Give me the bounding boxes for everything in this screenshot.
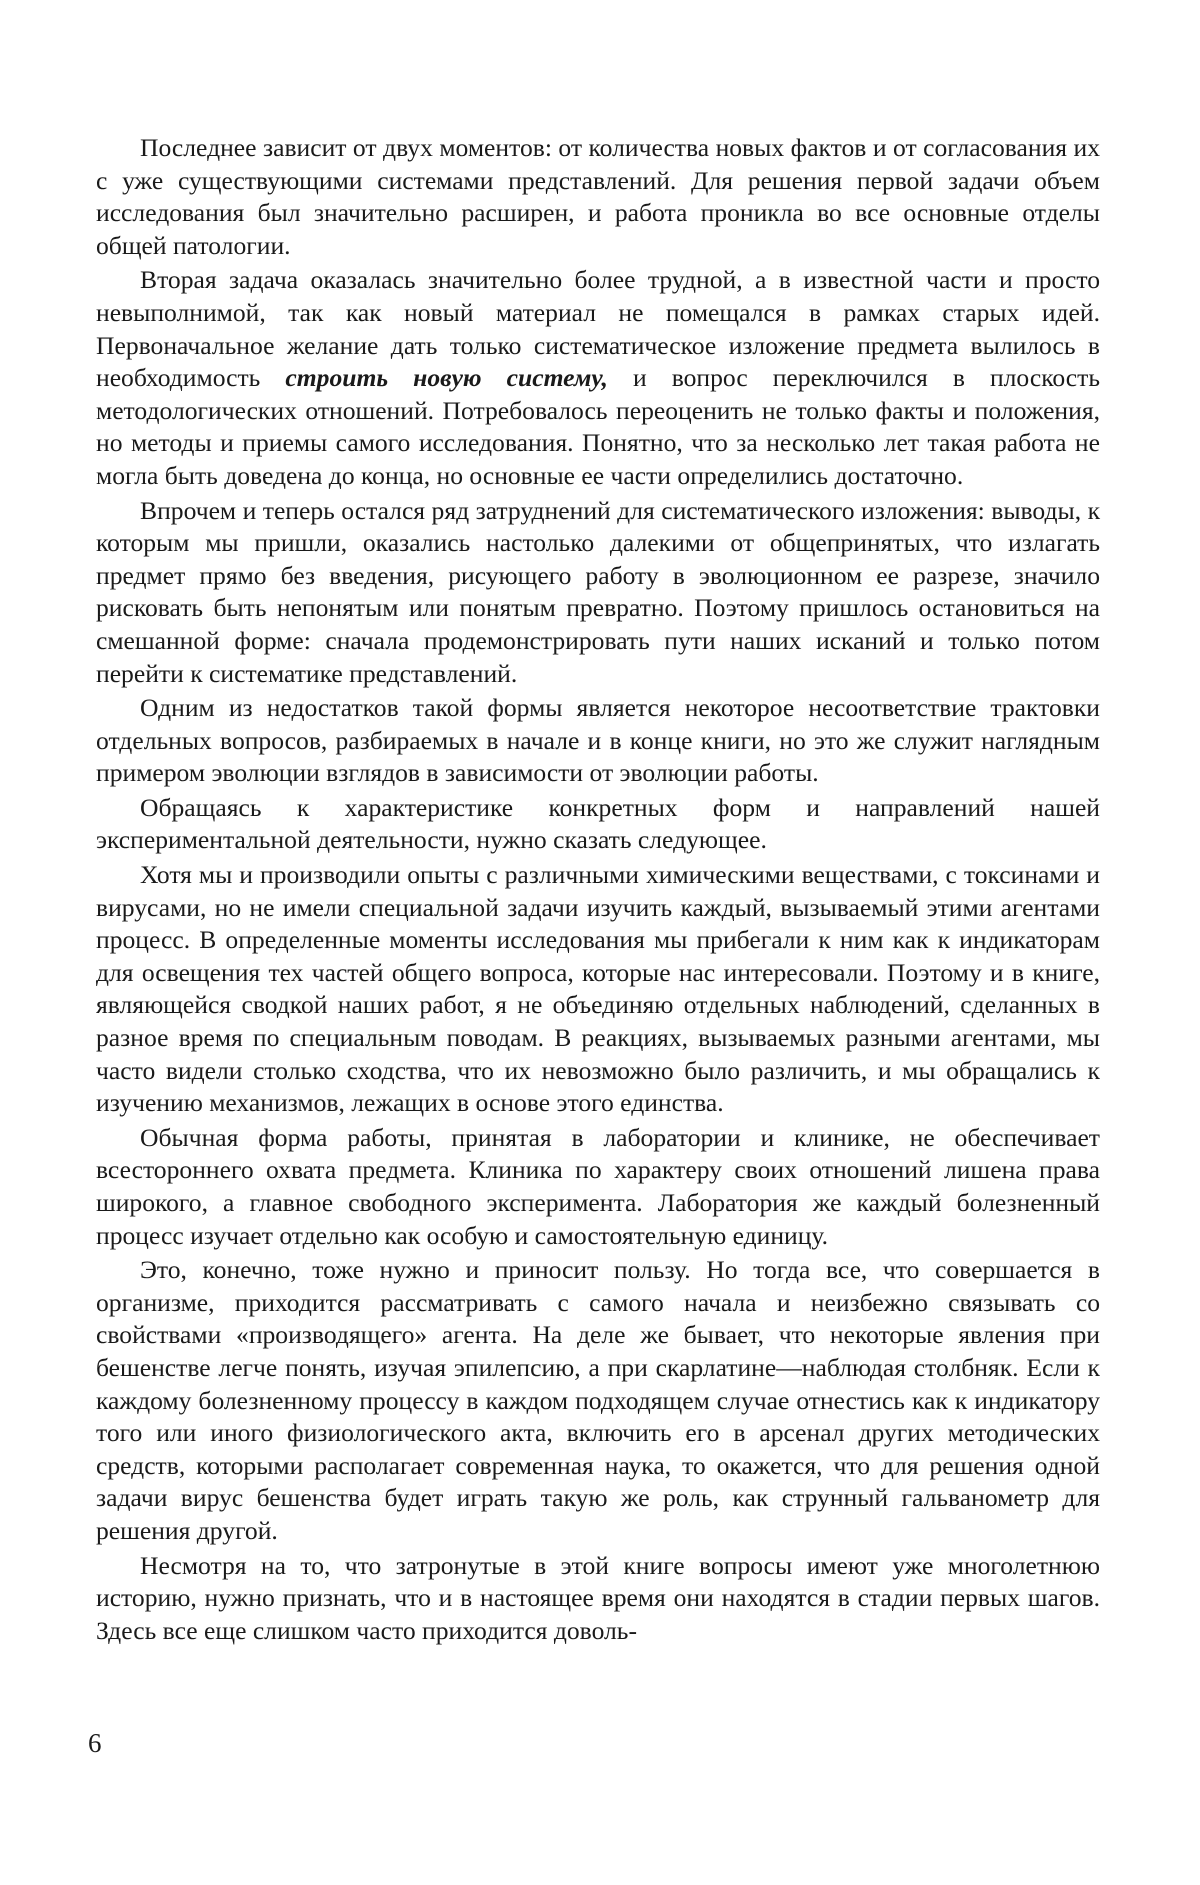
paragraph-6: Хотя мы и производили опыты с различными химическими веществами, с токсинами и вирусами, но не имели специальной задачи изучить каждый, вызываемый этими агентами процесс. В определенные моменты исследования мы прибегали к ним как к индикаторам для освещения тех частей общего вопроса, которые нас интересовали. Поэтому и в книге, являющейся сводкой наших работ, я не объединяю отдельных наблюдений, сделанных в разное время по специальным поводам. В реакциях, вызываемых разными агентами, мы часто видели столько сходства, что их невозможно было различить, и мы обращались к изучению механизмов, лежащих в основе этого единства.: [96, 860, 1100, 1118]
paragraph-8: Это, конечно, тоже нужно и приносит пользу. Но тогда все, что совершается в организме, приходится рассматривать с самого начала и неизбежно связывать со свойствами «производящего» агента. На деле же бывает, что некоторые явления при бешенстве легче понять, изучая эпилепсию, а при скарлатине—наблюдая столбняк. Если к каждому болезненному процессу в каждом подходящем случае отнестись как к индикатору того или иного физиологического акта, включить его в арсенал других методических средств, которыми располагает современная наука, то окажется, что для решения одной задачи вирус бешенства будет играть такую же роль, как струнный гальванометр для решения другой.: [96, 1255, 1100, 1545]
page-body: [96, 132, 1100, 1647]
paragraph-1: Последнее зависит от двух моментов: от количества новых фактов и от согласования их с уже существующими системами представлений. Для решения первой задачи объем исследования был значительно расширен, и работа проникла во все основные отделы общей патологии.: [96, 133, 1100, 260]
paragraph-2-text-after: и вопрос переключился в плоскость методологических отношений. Потребовалось переоценить не только факты и положения, но методы и приемы самого исследования. Понятно, что за несколько лет такая работа не могла быть доведена до конца, но основные ее части определились достаточно.: [96, 363, 1100, 490]
paragraph-2-emphasis: строить новую систему,: [285, 363, 608, 393]
page-number: 6: [88, 1728, 102, 1758]
paragraph-5: Обращаясь к характеристике конкретных форм и направлений нашей экспериментальной деятельности, нужно сказать следующее.: [96, 792, 1100, 855]
paragraph-2: [96, 264, 1100, 492]
paragraph-3: Впрочем и теперь остался ряд затруднений для систематического изложения: выводы, к которым мы пришли, оказались настолько далекими от общепринятых, что излагать предмет прямо без введения, рисующего работу в эволюционном ее разрезе, значило рисковать быть непонятым или понятым превратно. Поэтому пришлось остановиться на смешанной форме: сначала продемонстрировать пути наших исканий и только потом перейти к систематике представлений.: [96, 495, 1100, 688]
paragraph-7: Обычная форма работы, принятая в лаборатории и клинике, не обеспечивает всестороннего охвата предмета. Клиника по характеру своих отношений лишена права широкого, а главное свободного эксперимента. Лаборатория же каждый болезненный процесс изучает отдельно как особую и самостоятельную единицу.: [96, 1122, 1100, 1250]
paragraph-4: Одним из недостатков такой формы является некоторое несоответствие трактовки отдельных вопросов, разбираемых в начале и в конце книги, но это же служит наглядным примером эволюции взглядов в зависимости от эволюции работы.: [96, 693, 1100, 788]
paragraph-2-text-before: Вторая задача оказалась значительно более трудной, а в известной части и просто невыполнимой, так как новый материал не помещался в рамках старых идей. Первоначальное желание дать только систематическое изложение предмета вылилось в необходимость: [96, 265, 1100, 393]
paragraph-9: Несмотря на то, что затронутые в этой книге вопросы имеют уже многолетнюю историю, нужно признать, что и в настоящее время они находятся в стадии первых шагов. Здесь все еще слишком часто приходится доволь-: [96, 1550, 1100, 1645]
